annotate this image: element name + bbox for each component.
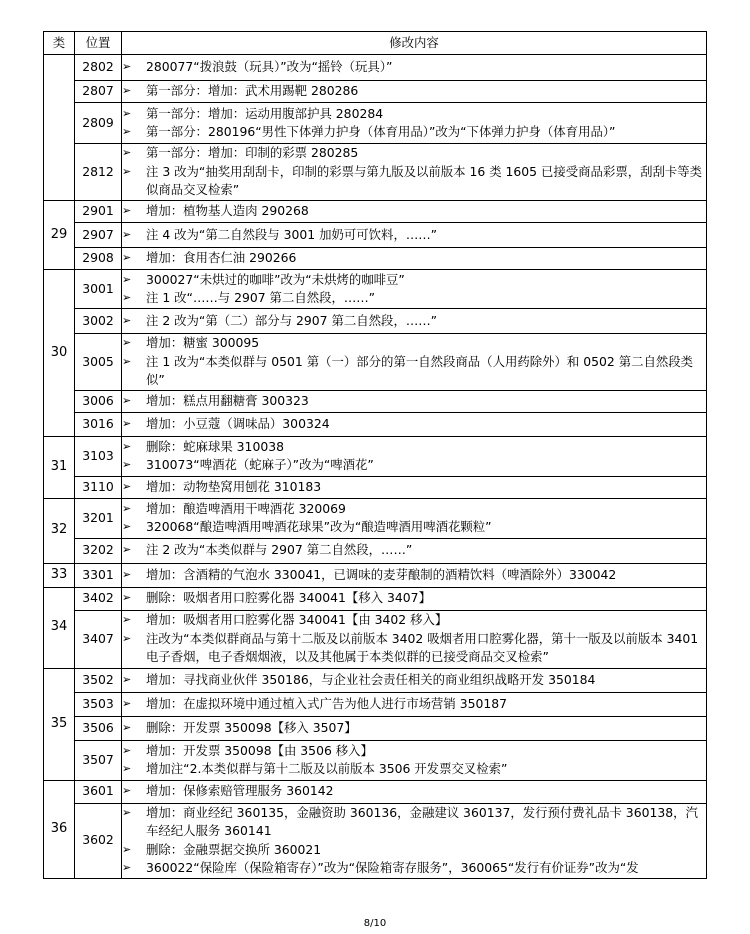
list-item (122, 249, 706, 268)
content-cell (122, 610, 707, 668)
list-item (122, 392, 706, 411)
list-item (122, 742, 706, 761)
list-item (122, 541, 706, 560)
arrow-bullet-icon: ➢ (122, 313, 132, 327)
item-text: 增加：在虚拟环境中通过植入式广告为他人进行市场营销 350187 (146, 695, 508, 711)
arrow-bullet-icon: ➢ (122, 354, 132, 368)
arrow-bullet-icon: ➢ (122, 613, 132, 627)
position-cell: 3407 (75, 610, 122, 668)
class-cell: 32 (44, 498, 75, 563)
item-text: 增加：糖蜜 300095 (146, 335, 260, 350)
table-row (44, 144, 707, 201)
item-text: 增加：食用杏仁油 290266 (146, 250, 297, 266)
arrow-bullet-icon: ➢ (122, 805, 132, 819)
list-item (122, 859, 706, 878)
position-cell: 2901 (75, 201, 122, 223)
list-item (122, 144, 706, 163)
arrow-bullet-icon: ➢ (122, 591, 132, 605)
arrow-bullet-icon: ➢ (122, 543, 132, 557)
table-row (44, 498, 707, 538)
list-item (122, 226, 706, 245)
list-item (122, 518, 706, 537)
arrow-bullet-icon: ➢ (122, 336, 132, 349)
list-item (122, 695, 706, 714)
item-text: 增加注“2.本类似群与第十二版及以前版本 3506 开发票交叉检索” (146, 761, 508, 776)
list-item (122, 415, 706, 434)
table-row (44, 309, 707, 334)
arrow-bullet-icon: ➢ (122, 458, 132, 471)
content-cell (122, 103, 707, 144)
list-item (122, 438, 706, 457)
item-text: 注 1 改“……与 2907 第二自然段，……” (146, 290, 376, 305)
content-cell (122, 309, 707, 334)
table-row (44, 103, 707, 144)
position-cell: 3016 (75, 412, 122, 436)
position-cell: 2807 (75, 81, 122, 103)
table-row (44, 201, 707, 223)
position-cell: 2802 (75, 55, 122, 81)
table-body (44, 55, 707, 879)
item-text: 注 2 改为“第（二）部分与 2907 第二自然段，……” (146, 312, 438, 328)
item-text: 增加：开发票 350098【由 3506 移入】 (146, 742, 373, 758)
list-item (122, 841, 706, 860)
list-item (122, 478, 706, 497)
item-text: 注 3 改为“抽奖用刮刮卡，印制的彩票与第九版及以前版本 16 类 1605 已接受商品彩票，刮刮卡等类似商品交叉检索” (146, 163, 703, 198)
list-item (122, 804, 706, 841)
table-row (44, 223, 707, 248)
item-text: 注改为“本类似群商品与第十二版及以前版本 3402 吸烟者用口腔雾化器，第十一版及以前版本 3401 电子香烟，电子香烟烟液，以及其他属于本类似群的已接受商品交叉检索” (146, 630, 699, 665)
position-cell: 3402 (75, 587, 122, 610)
list-item (122, 630, 706, 667)
content-cell (122, 740, 707, 780)
item-text: 第一部分：280196“男性下体弹力护身（体育用品）”改为“下体弹力护身（体育用品）” (146, 124, 616, 139)
table-row (44, 780, 707, 803)
list-item (122, 123, 706, 142)
arrow-bullet-icon: ➢ (122, 272, 132, 286)
arrow-bullet-icon: ➢ (122, 567, 132, 581)
arrow-bullet-icon: ➢ (122, 164, 132, 178)
content-cell (122, 716, 707, 740)
arrow-bullet-icon: ➢ (122, 416, 132, 430)
amendment-table (43, 31, 707, 879)
arrow-bullet-icon: ➢ (122, 696, 132, 710)
list-item (122, 719, 706, 738)
arrow-bullet-icon: ➢ (122, 84, 132, 98)
content-cell (122, 248, 707, 270)
content-cell (122, 538, 707, 563)
list-item (122, 271, 706, 290)
arrow-bullet-icon: ➢ (122, 762, 132, 775)
item-text: 注 1 改为“本类似群与 0501 第（一）部分的第一自然段商品（人用药除外）和 0502 第二自然段类似” (146, 353, 694, 387)
list-item (122, 589, 706, 608)
arrow-bullet-icon: ➢ (122, 631, 132, 645)
content-cell (122, 201, 707, 223)
item-text: 310073“啤酒花（蛇麻子）”改为“啤酒花” (146, 457, 374, 472)
item-text: 增加：寻找商业伙伴 350186，与企业社会责任相关的商业组织战略开发 350184 (146, 671, 596, 687)
arrow-bullet-icon: ➢ (122, 720, 132, 734)
list-item (122, 289, 706, 308)
list-item (122, 82, 706, 101)
header-class: 类 (44, 32, 75, 55)
list-item (122, 611, 706, 630)
content-cell (122, 803, 707, 878)
arrow-bullet-icon: ➢ (122, 672, 132, 686)
position-cell: 3503 (75, 692, 122, 716)
item-text: 增加：保修索赔管理服务 360142 (146, 783, 334, 799)
table-row (44, 587, 707, 610)
item-text: 增加：动物垫窝用刨花 310183 (146, 478, 322, 494)
table-row (44, 436, 707, 476)
position-cell: 2907 (75, 223, 122, 248)
item-text: 增加：植物基人造肉 290268 (146, 203, 309, 219)
table-row (44, 563, 707, 587)
list-item (122, 760, 706, 779)
item-text: 第一部分：增加：运动用腹部护具 280284 (146, 105, 384, 121)
item-text: 第一部分：增加：武术用踢靶 280286 (146, 83, 359, 99)
arrow-bullet-icon: ➢ (122, 251, 132, 265)
list-item (122, 671, 706, 690)
table-row (44, 270, 707, 309)
arrow-bullet-icon: ➢ (122, 520, 132, 533)
item-text: 删除：开发票 350098【移入 3507】 (146, 719, 357, 735)
list-item (122, 353, 706, 390)
content-cell (122, 563, 707, 587)
position-cell: 3202 (75, 538, 122, 563)
position-cell: 3005 (75, 334, 122, 391)
class-cell: 31 (44, 436, 75, 498)
position-cell: 3507 (75, 740, 122, 780)
item-text: 320068“酿造啤酒用啤酒花球果”改为“酿造啤酒用啤酒花颗粒” (146, 519, 492, 534)
item-text: 注 2 改为“本类似群与 2907 第二自然段，……” (146, 542, 413, 558)
table-row (44, 668, 707, 692)
item-text: 增加：商业经纪 360135，金融资助 360136，金融建议 360137，发行预付费礼品卡 360138，汽车经纪人服务 360141 (146, 804, 698, 838)
item-text: 360022“保险库（保险箱寄存）”改为“保险箱寄存服务”，360065“发行有价证券”改为“发 (146, 860, 639, 875)
arrow-bullet-icon: ➢ (122, 861, 132, 874)
position-cell: 3502 (75, 668, 122, 692)
content-cell (122, 81, 707, 103)
item-text: 增加：糕点用翻糖膏 300323 (146, 392, 309, 408)
table-row (44, 81, 707, 103)
class-cell: 36 (44, 780, 75, 878)
table-row (44, 610, 707, 668)
arrow-bullet-icon: ➢ (122, 784, 132, 798)
arrow-bullet-icon: ➢ (122, 842, 132, 856)
item-text: 280077“拨浪鼓（玩具）”改为“摇铃（玩具）” (146, 59, 393, 75)
list-item (122, 566, 706, 585)
list-item (122, 334, 706, 353)
position-cell: 3110 (75, 476, 122, 498)
content-cell (122, 223, 707, 248)
content-cell (122, 780, 707, 803)
arrow-bullet-icon: ➢ (122, 106, 132, 120)
table-row (44, 412, 707, 436)
item-text: 增加：小豆蔻（调味品）300324 (146, 415, 330, 431)
header-content: 修改内容 (122, 32, 707, 55)
position-cell: 3001 (75, 270, 122, 309)
arrow-bullet-icon: ➢ (122, 479, 132, 493)
table-row (44, 334, 707, 391)
content-cell (122, 55, 707, 81)
content-cell (122, 412, 707, 436)
list-item (122, 163, 706, 200)
table-row (44, 538, 707, 563)
arrow-bullet-icon: ➢ (122, 125, 132, 138)
item-text: 增加：含酒精的气泡水 330041，已调味的麦芽酿制的酒精饮料（啤酒除外）330042 (146, 566, 617, 582)
content-cell (122, 668, 707, 692)
arrow-bullet-icon: ➢ (122, 291, 132, 304)
position-cell: 3602 (75, 803, 122, 878)
content-cell (122, 692, 707, 716)
content-cell (122, 436, 707, 476)
item-text: 注 4 改为“第二自然段与 3001 加奶可可饮料，……” (146, 226, 438, 242)
arrow-bullet-icon: ➢ (122, 501, 132, 515)
table-row (44, 692, 707, 716)
header-row (44, 32, 707, 55)
class-cell (44, 55, 75, 201)
list-item (122, 58, 706, 77)
content-cell (122, 334, 707, 391)
content-cell (122, 270, 707, 309)
table-row (44, 476, 707, 498)
arrow-bullet-icon: ➢ (122, 227, 132, 241)
arrow-bullet-icon: ➢ (122, 60, 132, 74)
list-item (122, 782, 706, 801)
item-text: 第一部分：增加：印制的彩票 280285 (146, 145, 359, 161)
list-item (122, 312, 706, 331)
position-cell: 3103 (75, 436, 122, 476)
item-text: 删除：金融票据交换所 360021 (146, 841, 322, 857)
class-cell: 30 (44, 270, 75, 437)
class-cell: 29 (44, 201, 75, 270)
list-item (122, 202, 706, 221)
content-cell (122, 144, 707, 201)
table-row (44, 248, 707, 270)
table-row (44, 716, 707, 740)
page-number: 8/10 (363, 918, 387, 929)
content-cell (122, 498, 707, 538)
table-row (44, 740, 707, 780)
arrow-bullet-icon: ➢ (122, 393, 132, 407)
position-cell: 3006 (75, 390, 122, 412)
arrow-bullet-icon: ➢ (122, 204, 132, 218)
position-cell: 3002 (75, 309, 122, 334)
arrow-bullet-icon: ➢ (122, 439, 132, 453)
position-cell: 2809 (75, 103, 122, 144)
list-item (122, 500, 706, 519)
class-cell: 35 (44, 668, 75, 780)
item-text: 增加：酿造啤酒用干啤酒花 320069 (146, 500, 346, 516)
table-row (44, 803, 707, 878)
content-cell (122, 390, 707, 412)
class-cell: 34 (44, 587, 75, 668)
position-cell: 3201 (75, 498, 122, 538)
position-cell: 3301 (75, 563, 122, 587)
class-cell: 33 (44, 563, 75, 587)
item-text: 300027“未烘过的咖啡”改为“未烘烤的咖啡豆” (146, 271, 405, 287)
header-position: 位置 (75, 32, 122, 55)
item-text: 删除：蛇麻球果 310038 (146, 438, 284, 454)
table-row (44, 55, 707, 81)
table-row (44, 390, 707, 412)
position-cell: 2908 (75, 248, 122, 270)
content-cell (122, 587, 707, 610)
position-cell: 2812 (75, 144, 122, 201)
item-text: 增加：吸烟者用口腔雾化器 340041【由 3402 移入】 (146, 612, 448, 628)
arrow-bullet-icon: ➢ (122, 146, 132, 160)
position-cell: 3601 (75, 780, 122, 803)
content-cell (122, 476, 707, 498)
list-item (122, 456, 706, 475)
arrow-bullet-icon: ➢ (122, 743, 132, 757)
position-cell: 3506 (75, 716, 122, 740)
item-text: 删除：吸烟者用口腔雾化器 340041【移入 3407】 (146, 590, 431, 606)
list-item (122, 105, 706, 124)
